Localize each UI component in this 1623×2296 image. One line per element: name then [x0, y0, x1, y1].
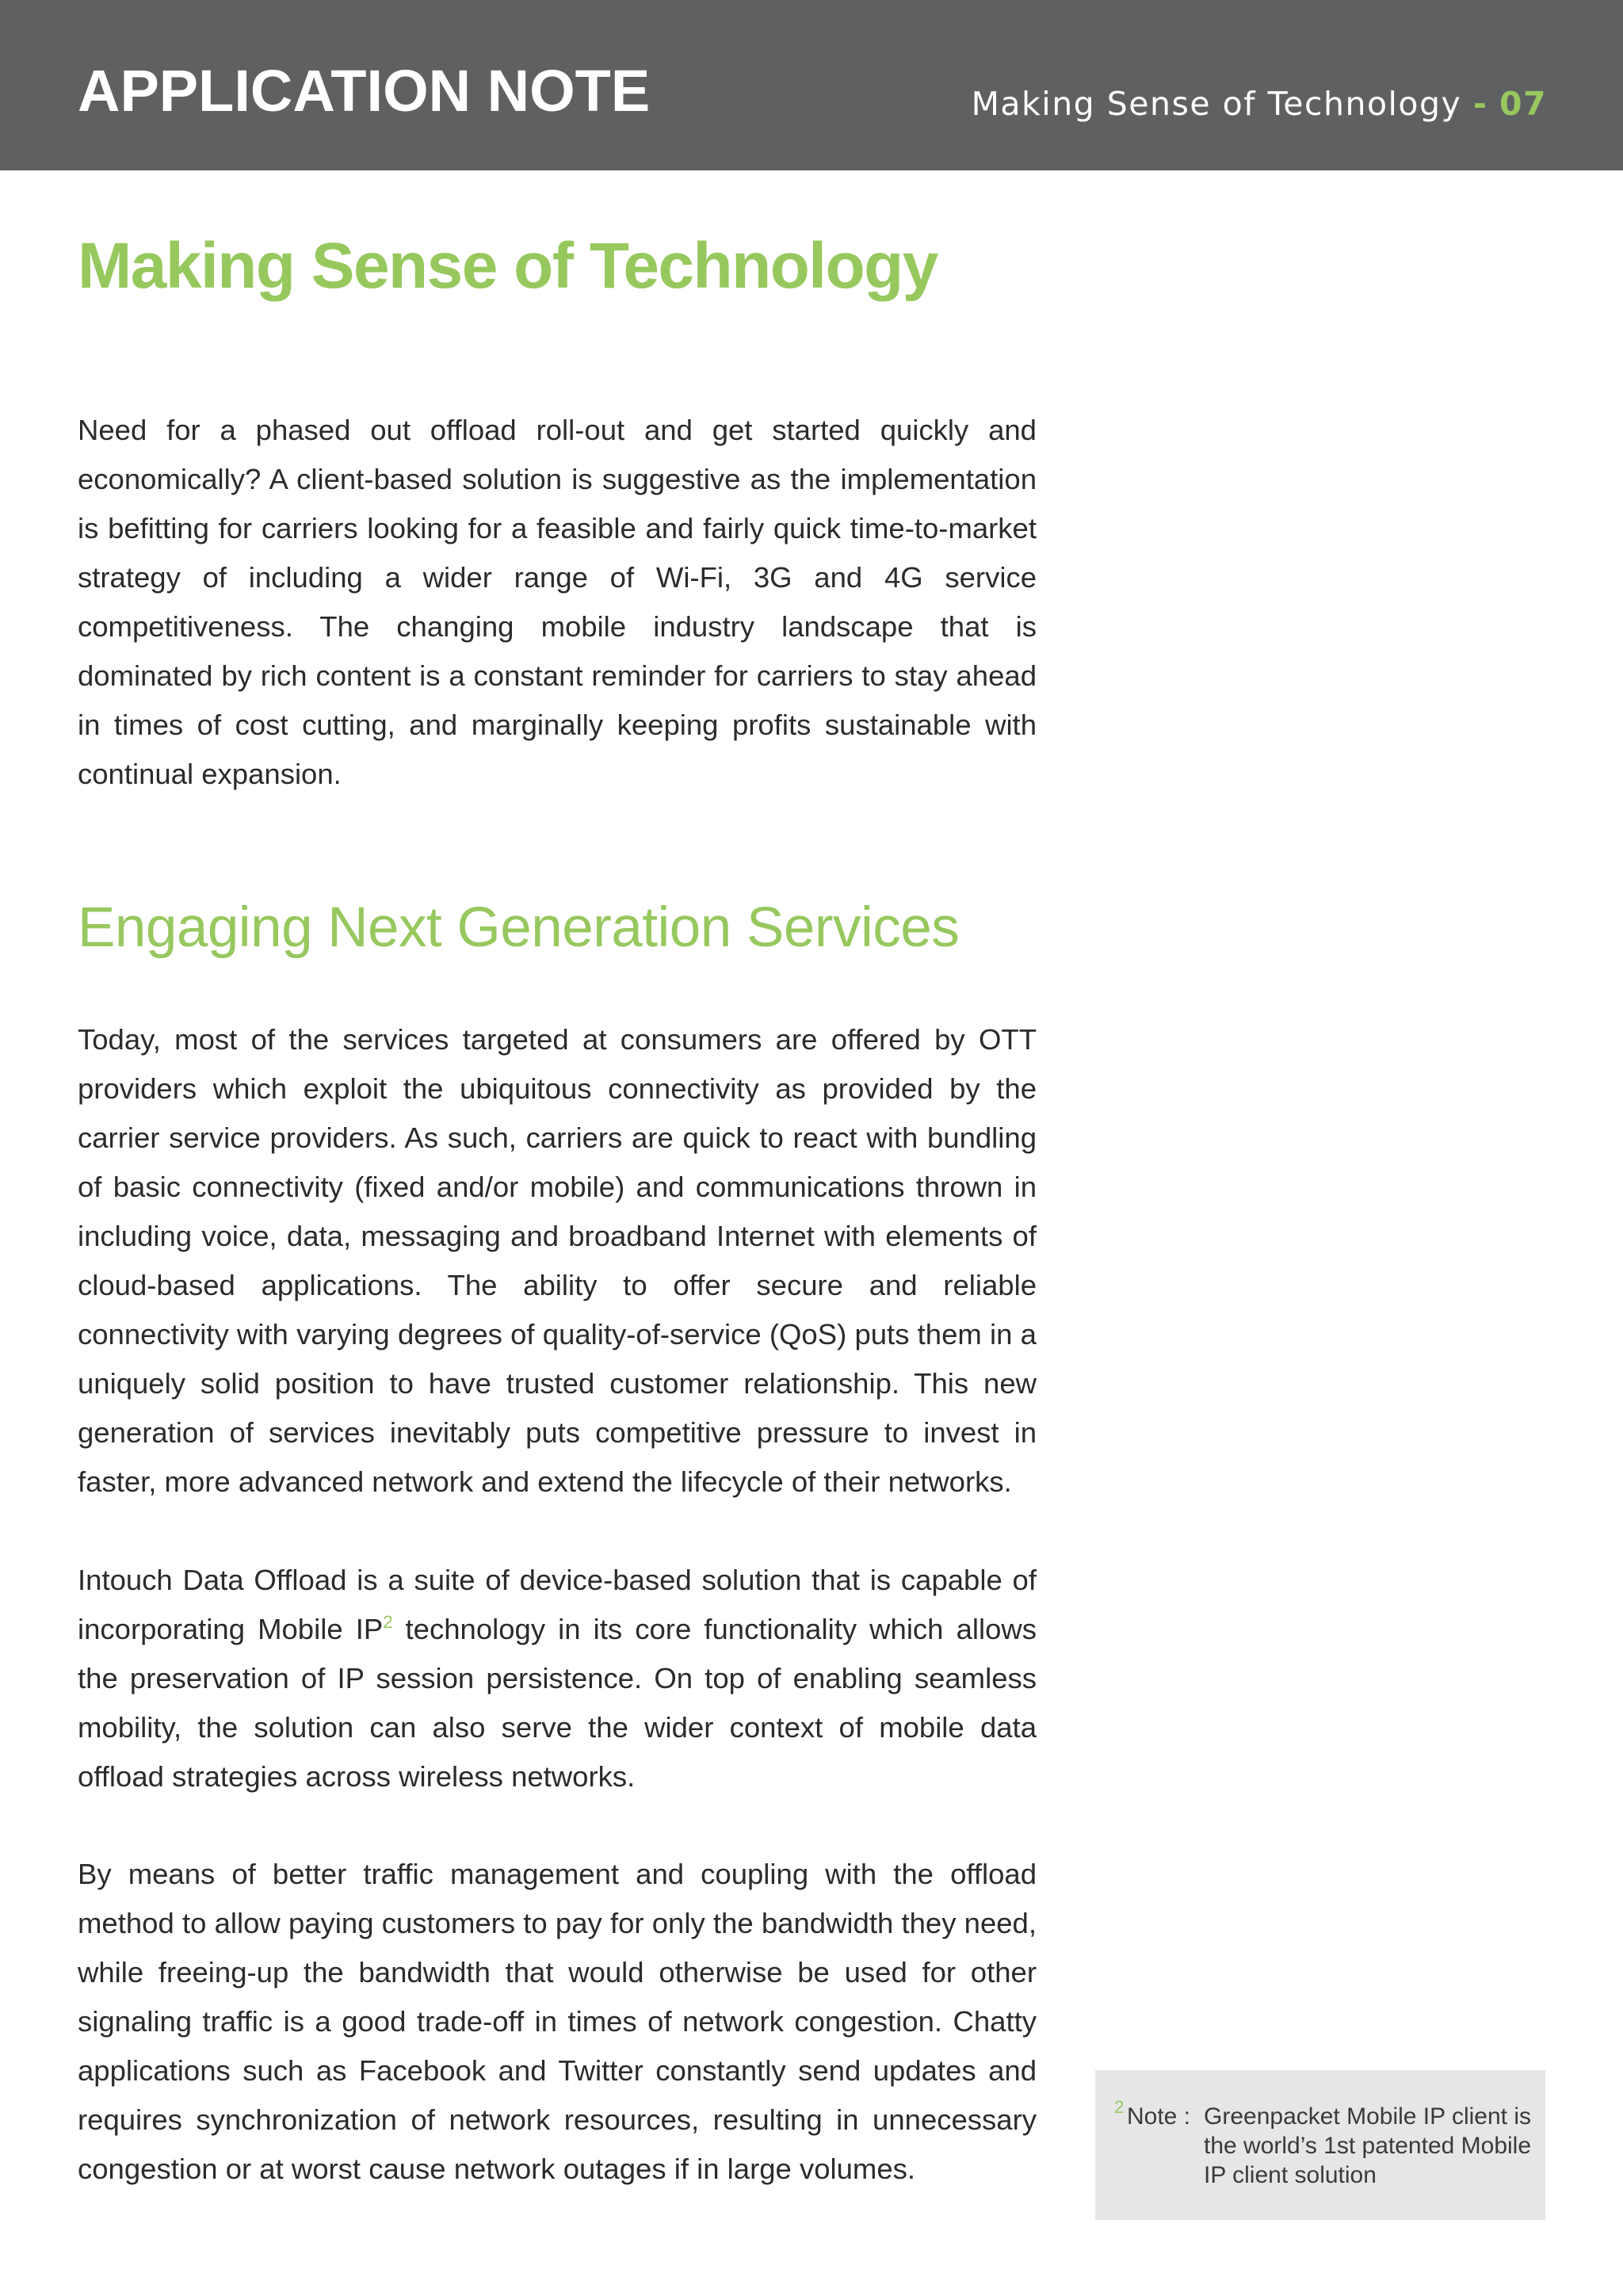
- section-paragraph-2: [78, 1556, 1037, 1801]
- header-separator: -: [1472, 85, 1488, 123]
- paragraph-2-text-start: Intouch Data Offload is a suite of device-based solution that is capable of incorporating Mobile IP: [78, 1564, 1037, 1645]
- footnote-text: Greenpacket Mobile IP client is the world’s 1st patented Mobile IP client solution: [1204, 2103, 1532, 2188]
- footnote-reference: 2: [383, 1612, 393, 1632]
- paragraph-2-text-end: technology in its core functionality which allows the preservation of IP session persistence. On top of enabling seamless mobility, the solution can also serve the wider context of mobile data offload strategies across wireless networks.: [78, 1613, 1037, 1793]
- footnote-label: Note :: [1127, 2103, 1191, 2130]
- section-paragraph-3: By means of better traffic management and coupling with the offload method to allow paying customers to pay for only the bandwidth they need, while freeing-up the bandwidth that would otherwise be used for other signaling traffic is a good trade-off in times of network congestion. Chatty applications such as Facebook and Twitter constantly send updates and requires synchronization of network resources, resulting in unnecessary congestion or at worst cause network outages if in large volumes.: [78, 1858, 1037, 2185]
- header-title: APPLICATION NOTE: [78, 58, 651, 124]
- footnote-box: [1095, 2070, 1545, 2220]
- footnote-marker: 2: [1114, 2097, 1125, 2117]
- section-heading: Engaging Next Generation Services: [78, 896, 960, 959]
- section-paragraph-1: Today, most of the services targeted at consumers are offered by OTT providers which exploit the ubiquitous connectivity as provided by the carrier service providers. As such, carriers are quick to react with bundling of basic connectivity (fixed and/or mobile) and communications thrown in including voice, data, messaging and broadband Internet with elements of cloud-based applications. The ability to offer secure and reliable connectivity with varying degrees of quality-of-service (QoS) puts them in a uniquely solid position to have trusted customer relationship. This new generation of services inevitably puts competitive pressure to invest in faster, more advanced network and extend the lifecycle of their networks.: [78, 1023, 1037, 1498]
- header-running-title: [971, 85, 1547, 123]
- page-title: Making Sense of Technology: [78, 230, 938, 302]
- intro-paragraph: Need for a phased out offload roll-out and get started quickly and economically? A client-based solution is suggestive as the implementation is befitting for carriers looking for a feasible and fairly quick time-to-market strategy of including a wider range of Wi-Fi, 3G and 4G service competitiveness. The changing mobile industry landscape that is dominated by rich content is a constant reminder for carriers to stay ahead in times of cost cutting, and marginally keeping profits sustainable with continual expansion.: [78, 414, 1037, 790]
- header-section-name: Making Sense of Technology: [971, 85, 1462, 123]
- page-header: [0, 0, 1623, 170]
- page-number: 07: [1499, 85, 1547, 123]
